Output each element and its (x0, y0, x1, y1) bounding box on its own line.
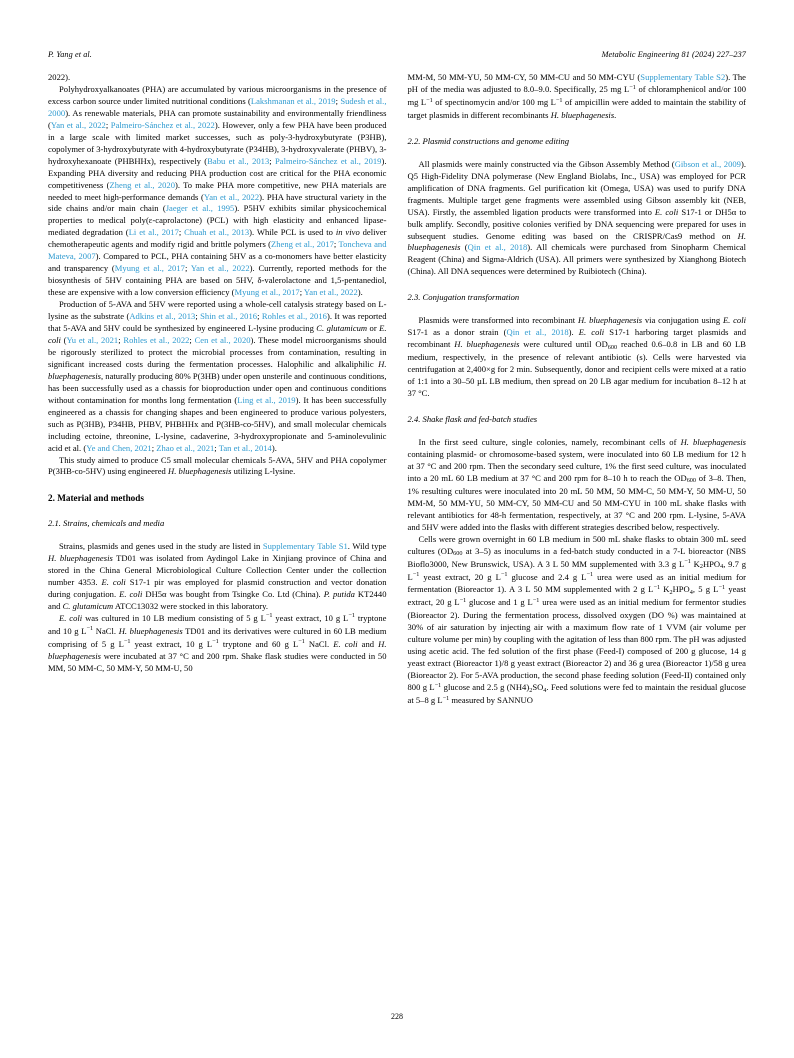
two-column-body (48, 72, 746, 708)
paragraph-media-continued: MM-M, 50 MM-YU, 50 MM-CY, 50 MM-CU and 50 MM-CYU (Supplementary Table S2). The pH of the media was adjusted to 8.0–9.0. Specifically, 25 mg $L^{-1}$ of chloramphenicol and/or 100 mg $L^{-1}$ of spectinomycin and/or 100 mg $L^{-1}$ of ampicillin were added to maintain the stability of target plasmids in different recombinants H. bluephagenesis. (407, 72, 747, 120)
paragraph-plasmids: All plasmids were mainly constructed via the Gibson Assembly Method (Gibson et al., 2009). Q5 High-Fidelity DNA polymerase (New England Biolabs, Inc., USA) was employed for PCR amplification of DNA fragments. Gel purification kit (Omega, USA) was used to purify DNA fragments. Multiple target gene fragments were assembled using Gibson assembly kit (NEB, USA). Firstly, the assembled ligation products were transformed into E. coli S17-1 or DH5α to bulk amplify. Secondly, positive colonies verified by DNA sequencing were prepared for uses in subsequent studies. Genome editing was based on the CRISPR/Cas9 method on H. bluephagenesis (Qin et al., 2018). All chemicals were purchased from Sinopharm Chemical Reagent (China) and Sigma-Aldrich (USA). All primers were synthesized by Xianghong Biotech (China). All DNA sequences were determined by Ruibiotech (China). (407, 158, 747, 277)
subsection-heading-plasmids: 2.2. Plasmid constructions and genome editing (407, 135, 570, 146)
left-column (48, 72, 387, 708)
running-head-journal: Metabolic Engineering 81 (2024) 227–237 (601, 50, 746, 59)
subsection-heading-conjugation: 2.3. Conjugation transformation (407, 292, 520, 303)
running-head (48, 50, 746, 64)
right-column (408, 72, 747, 708)
subsection-heading-shake-flask: 2.4. Shake flask and fed-batch studies (407, 414, 538, 425)
paragraph-fed-batch: Cells were grown overnight in 60 LB medium in 500 mL shake flasks to obtain 300 mL seed cultures ($OD_{600}$ at 3–5) as inoculums in a fed-batch study conducted in a 7-L bioreactor (NBS Bioflo3000, New Brunswick, USA). A 3 L 50 MM supplemented with 3.3 g $L^{-1}$ $K_2HPO_4$, 9.7 g $L^{-1}$ yeast extract, 20 g $L^{-1}$ glucose and 2.4 g $L^{-1}$ urea were used as an initial medium for fermentation (Bioreactor 1). A 3 L 50 MM supplemented with 2 g $L^{-1}$ $K_2HPO_4$, 5 g $L^{-1}$ yeast extract, 20 g $L^{-1}$ glucose and 1 g $L^{-1}$ urea were used as an initial medium for fermentor studies (Bioreactor 2). During the fermentation process, dissolved oxygen (DO %) was maintained at 30% of air saturation by injecting air with a maximum flow rate of 1 VVM (air volume per culture volume per min) by coupling with the agitation of less than 800 rpm. The pH was adjusted using acetic acid. The fed solution of the first phase (Feed-I) composed of 200 g glucose, 14 g yeast extract (Bioreactor 1)/8 g yeast extract (Bioreactor 2) and 36 g urea (Bioreactor 1)/58 g urea (Bioreactor 2). For 5-AVA production, the second phase feeding solution (Feed-II) contained only 800 g $L^{-1}$ glucose and 2.5 g $(NH4)_2SO_4$. Feed solutions were fed to maintain the residual glucose at 5–8 g $L^{-1}$ measured by SANNUO (407, 533, 747, 706)
running-head-authors: P. Yang et al. (48, 50, 92, 59)
paragraph-continued: 2022). (48, 72, 71, 82)
subsection-heading-strains: 2.1. Strains, chemicals and media (48, 517, 165, 528)
paragraph-strains-2: E. coli was cultured in 10 LB medium consisting of 5 g $L^{-1}$ yeast extract, 10 g $L^{-1}$ tryptone and 10 g $L^{-1}$ NaCl. H. bluephagenesis TD01 and its derivatives were cultured in 60 LB medium comprising of 5 g $L^{-1}$ yeast extract, 10 g $L^{-1}$ tryptone and 60 g $L^{-1}$ NaCl. E. coli and H. bluephagenesis were incubated at 37 °C and 200 rpm. Shake flask studies were conducted in 50 MM, 50 MM-C, 50 MM-Y, 50 MM-U, 50 (48, 612, 387, 674)
paragraph-strains-1: Strains, plasmids and genes used in the study are listed in Supplementary Table S1. Wild type H. bluephagenesis TD01 was isolated from Aydingol Lake in Xinjiang province of China and stored in the China General Microbiological Culture Collection Center under the collection number 4353. E. coli S17-1 pir was employed for plasmid construction and vector donation during conjugation. E. coli DH5α was bought from Tsingke Co. Ltd (China). P. putida KT2440 and C. glutamicum ATCC13032 were stocked in this laboratory. (48, 540, 387, 611)
paragraph-production: Production of 5-AVA and 5HV were reported using a whole-cell catalysis strategy based on L-lysine as the substrate (Adkins et al., 2013; Shin et al., 2016; Rohles et al., 2016). It was reported that 5-AVA and 5HV could be synthesized by engineered L-lysine producing C. glutamicum or E. coli (Yu et al., 2021; Rohles et al., 2022; Cen et al., 2020). These model microorganisms should be rigorously sterilized to protect the microbial processes from contamination, resulting in significant increased costs during the fermentation processes. Halophilic and alkaliphilic H. bluephagenesis, naturally producing 80% P(3HB) under open unsterile and continuous conditions, has been successfully used as a chassis for bioproduction under open and continuous conditions without contamination for months long fermentation (Ling et al., 2019). It has been successfully engineered as a chassis for changing shapes and been engineered to produce various polyesters, such as P(3HB), P34HB, PHBV, PHBHHx and P(3HB-co-5HV), and small molecular chemicals including ectoine, threonine, L-lysine, cadaverine, 3-hydroxypropionate and 5-aminolevulinic acid et al. (Ye and Chen, 2021; Zhao et al., 2021; Tan et al., 2014). (48, 299, 387, 453)
section-heading-materials: 2. Material and methods (48, 492, 144, 503)
paragraph-pha-intro: Polyhydroxyalkanoates (PHA) are accumulated by various microorganisms in the presence of excess carbon source under limited nutritional conditions (Lakshmanan et al., 2019; Sudesh et al., 2000). As renewable materials, PHA can promote sustainability and environmentally friendliness (Yan et al., 2022; Palmeiro-Sánchez et al., 2022). However, only a few PHA have been produced in a large scale with limited market successes, such as poly-3-hydroxybutyrate (P3HB), copolymer of 3-hydroxybutyrate with 4-hydroxybutyrate (P34HB), 3-hydroxyvalerate (PHBV), 3-hydroxyhexanoate (PHBHHx), respectively (Babu et al., 2013; Palmeiro-Sánchez et al., 2019). Expanding PHA diversity and reducing PHA production cost are critical for the PHA economic competitiveness (Zheng et al., 2020). To make PHA more competitive, new PHA materials are needed to meet high-performance demands (Yan et al., 2022). PHA have structural variety in the side chains and/or main chain (Jaeger et al., 1995). P5HV exhibits similar physicochemical properties to medical poly(ε-caprolactone) (PCL) with high elasticity and enhanced lipase-mediated degradation (Li et al., 2017; Chuah et al., 2013). While PCL is used to in vivo deliver chemotherapeutic agents and modify rigid and brittle polymers (Zheng et al., 2017; Toncheva and Mateva, 2007). Compared to PCL, PHA containing 5HV as a co-monomers have better elasticity and transparency (Myung et al., 2017; Yan et al., 2022). Currently, reported methods for the biosynthesis of 5HV containing PHA are based on 5HV, δ-valerolactone and 1,5-pentanediol, these are expensive with a low conversion efficiency (Myung et al., 2017; Yan et al., 2022). (48, 83, 387, 298)
page-number: 228 (391, 1012, 403, 1021)
paragraph-conjugation: Plasmids were transformed into recombinant H. bluephagenesis via conjugation using E. coli S17-1 as a donor strain (Qin et al., 2018). E. coli S17-1 harboring target plasmids and recombinant H. bluephagenesis were cultured until $OD_{600}$ reached 0.6–0.8 in LB and 60 LB medium, respectively, in the presence of relevant antibiotic (s). Cells were harvested via centrifugation at 2,400×g for 2 min. Subsequently, donor and recipient cells were mixed at a ratio of 1:1 into a 30–50 µL LB medium, then spread on 20 LB agar medium for incubation 8–12 h at 37 °C. (407, 315, 747, 399)
paragraph-shake-flask: In the first seed culture, single colonies, namely, recombinant cells of H. bluephagenesis containing plasmid- or chromosome-based system, were inoculated into 60 LB medium for 12 h at 37 °C and 200 rpm. Then the secondary seed culture, 1% the first seed culture, was inoculated into a 20 mL 60 LB medium at 37 °C and 200 rpm for 8–10 h to reach the $OD_{600}$ of 3–8. Then, 1% resulting cultures were inoculated into 20 mL 50 MM, 50 MM-C, 50 MM-Y, 50 MM-U, 50 MM-M, 50 MM-YU, 50 MM-CY, 50 MM-CU and 50 MM-CYU in 100 mL shake flasks with relevant antibiotics for 48-h fermentation, respectively, at 37 °C and 200 rpm. L-lysine, 5-AVA and 5HV were added into the flasks with different strategies described below, respectively. (407, 437, 746, 532)
paragraph-study-aim: This study aimed to produce C5 small molecular chemicals 5-AVA, 5HV and PHA copolymer P(3HB-co-5HV) using engineered H. bluephagenesis utilizing L-lysine. (48, 454, 387, 477)
